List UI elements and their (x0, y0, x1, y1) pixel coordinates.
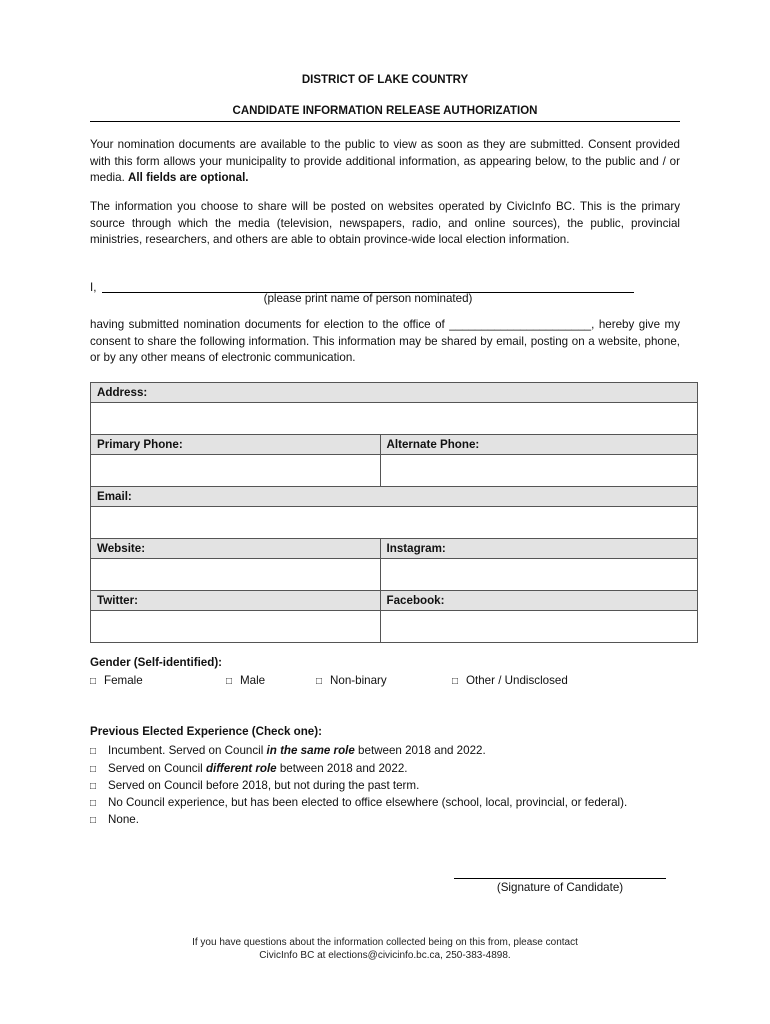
footer-line-2: CivicInfo BC at elections@civicinfo.bc.ca, 250-383-4898. (259, 950, 511, 961)
footer-line-1: If you have questions about the information collected being on this from, please contact (192, 937, 578, 948)
nominee-name-field[interactable] (102, 276, 634, 293)
form-title: CANDIDATE INFORMATION RELEASE AUTHORIZATION (232, 105, 538, 117)
option-text: between 2018 and 2022. (276, 762, 408, 775)
alternate-phone-input[interactable] (381, 455, 697, 486)
intro-paragraph-2: The information you choose to share will be posted on websites operated by CivicInfo BC. This is the primary source through which the media (television, newspapers, radio, and online sources), the public, provincial ministries, researchers, and others are able to obtain province-wide local election information. (90, 200, 680, 246)
option-text: between 2018 and 2022. (354, 744, 486, 757)
primary-phone-label: Primary Phone: (91, 435, 381, 455)
intro-paragraph-1 (90, 137, 680, 187)
gender-option-other[interactable] (452, 674, 568, 687)
title-divider (90, 121, 680, 122)
contact-info-table (90, 382, 698, 643)
checkbox-icon[interactable]: □ (90, 764, 97, 775)
option-text: Incumbent. Served on Council (108, 744, 267, 757)
optional-note: All fields are optional. (128, 171, 249, 184)
alternate-phone-label: Alternate Phone: (380, 435, 697, 455)
intro-text: Your nomination documents are available to the public to view as soon as they are submitted. Consent provided with this form allows your municipality to provide additional information, as appearing below, to the public and / or media. (90, 138, 680, 184)
signature-field[interactable] (454, 864, 666, 879)
instagram-input[interactable] (381, 559, 697, 590)
email-label: Email: (91, 487, 698, 507)
gender-heading: Gender (Self-identified): (90, 656, 223, 669)
address-label: Address: (91, 383, 698, 403)
organization-name: DISTRICT OF LAKE COUNTRY (301, 74, 469, 86)
address-input[interactable] (91, 403, 697, 434)
primary-phone-input[interactable] (91, 455, 380, 486)
option-text: Served on Council before 2018, but not during the past term. (108, 779, 420, 792)
option-label: Female (104, 674, 143, 687)
nominee-prefix: I, (90, 281, 97, 294)
option-text: No Council experience, but has been elected to office elsewhere (school, local, provincial, or federal). (108, 796, 628, 809)
checkbox-icon[interactable]: □ (90, 746, 97, 757)
checkbox-icon[interactable]: □ (316, 676, 323, 687)
option-text: Served on Council (108, 762, 206, 775)
experience-option-elsewhere[interactable] (90, 794, 627, 812)
instagram-label: Instagram: (380, 539, 697, 559)
experience-option-different-role[interactable] (90, 760, 408, 778)
experience-option-none[interactable] (90, 811, 139, 829)
gender-option-male[interactable] (226, 674, 265, 687)
checkbox-icon[interactable]: □ (90, 781, 97, 792)
option-emphasis: different role (205, 762, 277, 775)
checkbox-icon[interactable]: □ (226, 676, 233, 687)
website-input[interactable] (91, 559, 380, 590)
facebook-input[interactable] (381, 611, 697, 642)
twitter-label: Twitter: (91, 591, 381, 611)
gender-option-female[interactable] (90, 674, 143, 687)
consent-paragraph: having submitted nomination documents for election to the office of ______________________, hereby give my consent to share the following information. This information may be shared by email, posting on a website, phone, or by any other means of electronic communication. (90, 318, 680, 364)
gender-option-non-binary[interactable] (316, 674, 387, 687)
facebook-label: Facebook: (380, 591, 697, 611)
option-emphasis: in the same role (266, 744, 355, 757)
option-label: Other / Undisclosed (466, 674, 568, 687)
checkbox-icon[interactable]: □ (90, 815, 97, 826)
experience-heading: Previous Elected Experience (Check one): (90, 725, 322, 738)
nominee-caption: (please print name of person nominated) (263, 292, 473, 305)
checkbox-icon[interactable]: □ (452, 676, 459, 687)
option-text: None. (108, 813, 139, 826)
checkbox-icon[interactable]: □ (90, 676, 97, 687)
email-input[interactable] (91, 507, 697, 538)
option-label: Non-binary (330, 674, 387, 687)
experience-option-incumbent[interactable] (90, 742, 486, 760)
option-label: Male (240, 674, 266, 687)
experience-option-before-2018[interactable] (90, 777, 419, 795)
twitter-input[interactable] (91, 611, 380, 642)
checkbox-icon[interactable]: □ (90, 798, 97, 809)
website-label: Website: (91, 539, 381, 559)
signature-caption: (Signature of Candidate) (496, 881, 624, 894)
